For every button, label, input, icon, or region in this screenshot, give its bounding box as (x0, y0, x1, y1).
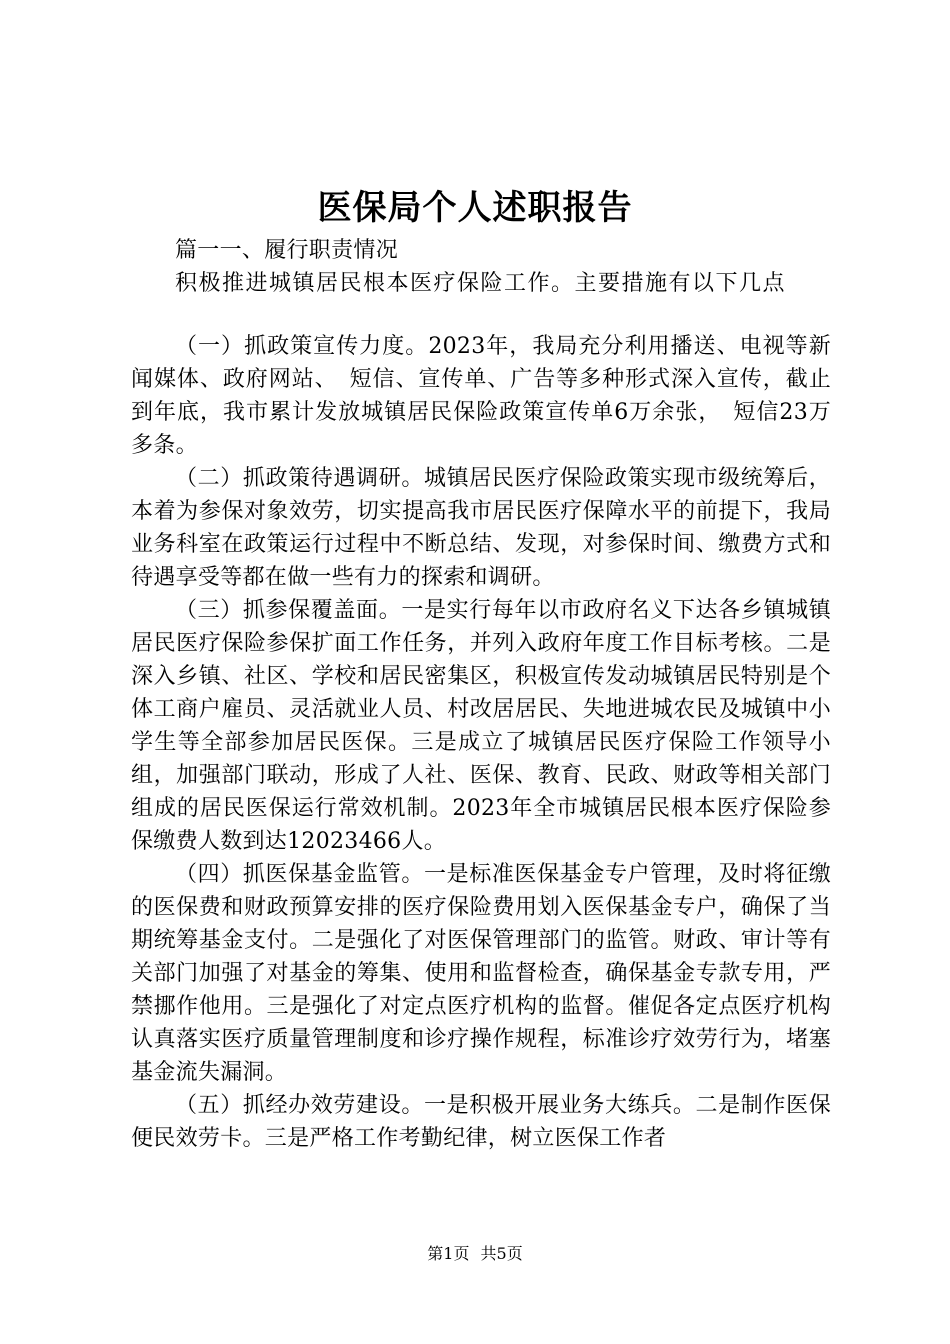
section-heading: 篇一一、履行职责情况 (175, 238, 399, 263)
document-body (131, 234, 831, 1155)
paragraph-item-3: （三）抓参保覆盖面。一是实行每年以市政府名义下达各乡镇城镇居民医疗保险参保扩面工作任务，并列入政府年度工作目标考核。二是深入乡镇、社区、学校和居民密集区，积极宣传发动城镇居民特别是个体工商户雇员、灵活就业人员、村改居居民、失地进城农民及城镇中小学生等全部参加居民医保。三是成立了城镇居民医疗保险工作领导小组，加强部门联动，形成了人社、医保、教育、民政、财政等相关部门组成的居民医保运行常效机制。2023年全市城镇居民根本医疗保险参保缴费人数到达12023466人。 (131, 598, 831, 854)
document-title: 医保局个人述职报告 (317, 188, 633, 228)
paragraph-item-5: （五）抓经办效劳建设。一是积极开展业务大练兵。二是制作医保便民效劳卡。三是严格工作考勤纪律，树立医保工作者 (131, 1093, 831, 1151)
paragraph-item-1: （一）抓政策宣传力度。2023年，我局充分利用播送、电视等新闻媒体、政府网站、 短信、宣传单、广告等多种形式深入宣传，截止到年底，我市累计发放城镇居民保险政策宣传单6万余张， 短信23万多条。 (131, 334, 831, 458)
paragraph-item-2: （二）抓政策待遇调研。城镇居民医疗保险政策实现市级统筹后，本着为参保对象效劳，切实提高我市居民医疗保障水平的前提下，我局业务科室在政策运行过程中不断总结、发现，对参保时间、缴费方式和待遇享受等都在做一些有力的探索和调研。 (131, 466, 831, 590)
intro-paragraph: 积极推进城镇居民根本医疗保险工作。主要措施有以下几点 (175, 271, 787, 296)
paragraph-item-4: （四）抓医保基金监管。一是标准医保基金专户管理，及时将征缴的医保费和财政预算安排的医疗保险费用划入医保基金专户，确保了当期统筹基金支付。二是强化了对医保管理部门的监管。财政、审计等有关部门加强了对基金的筹集、使用和监督检查，确保基金专款专用，严禁挪作他用。三是强化了对定点医疗机构的监督。催促各定点医疗机构认真落实医疗质量管理制度和诊疗操作规程，标准诊疗效劳行为，堵塞基金流失漏洞。 (131, 862, 831, 1085)
page-footer: 第1页 共5页 (427, 1244, 523, 1263)
